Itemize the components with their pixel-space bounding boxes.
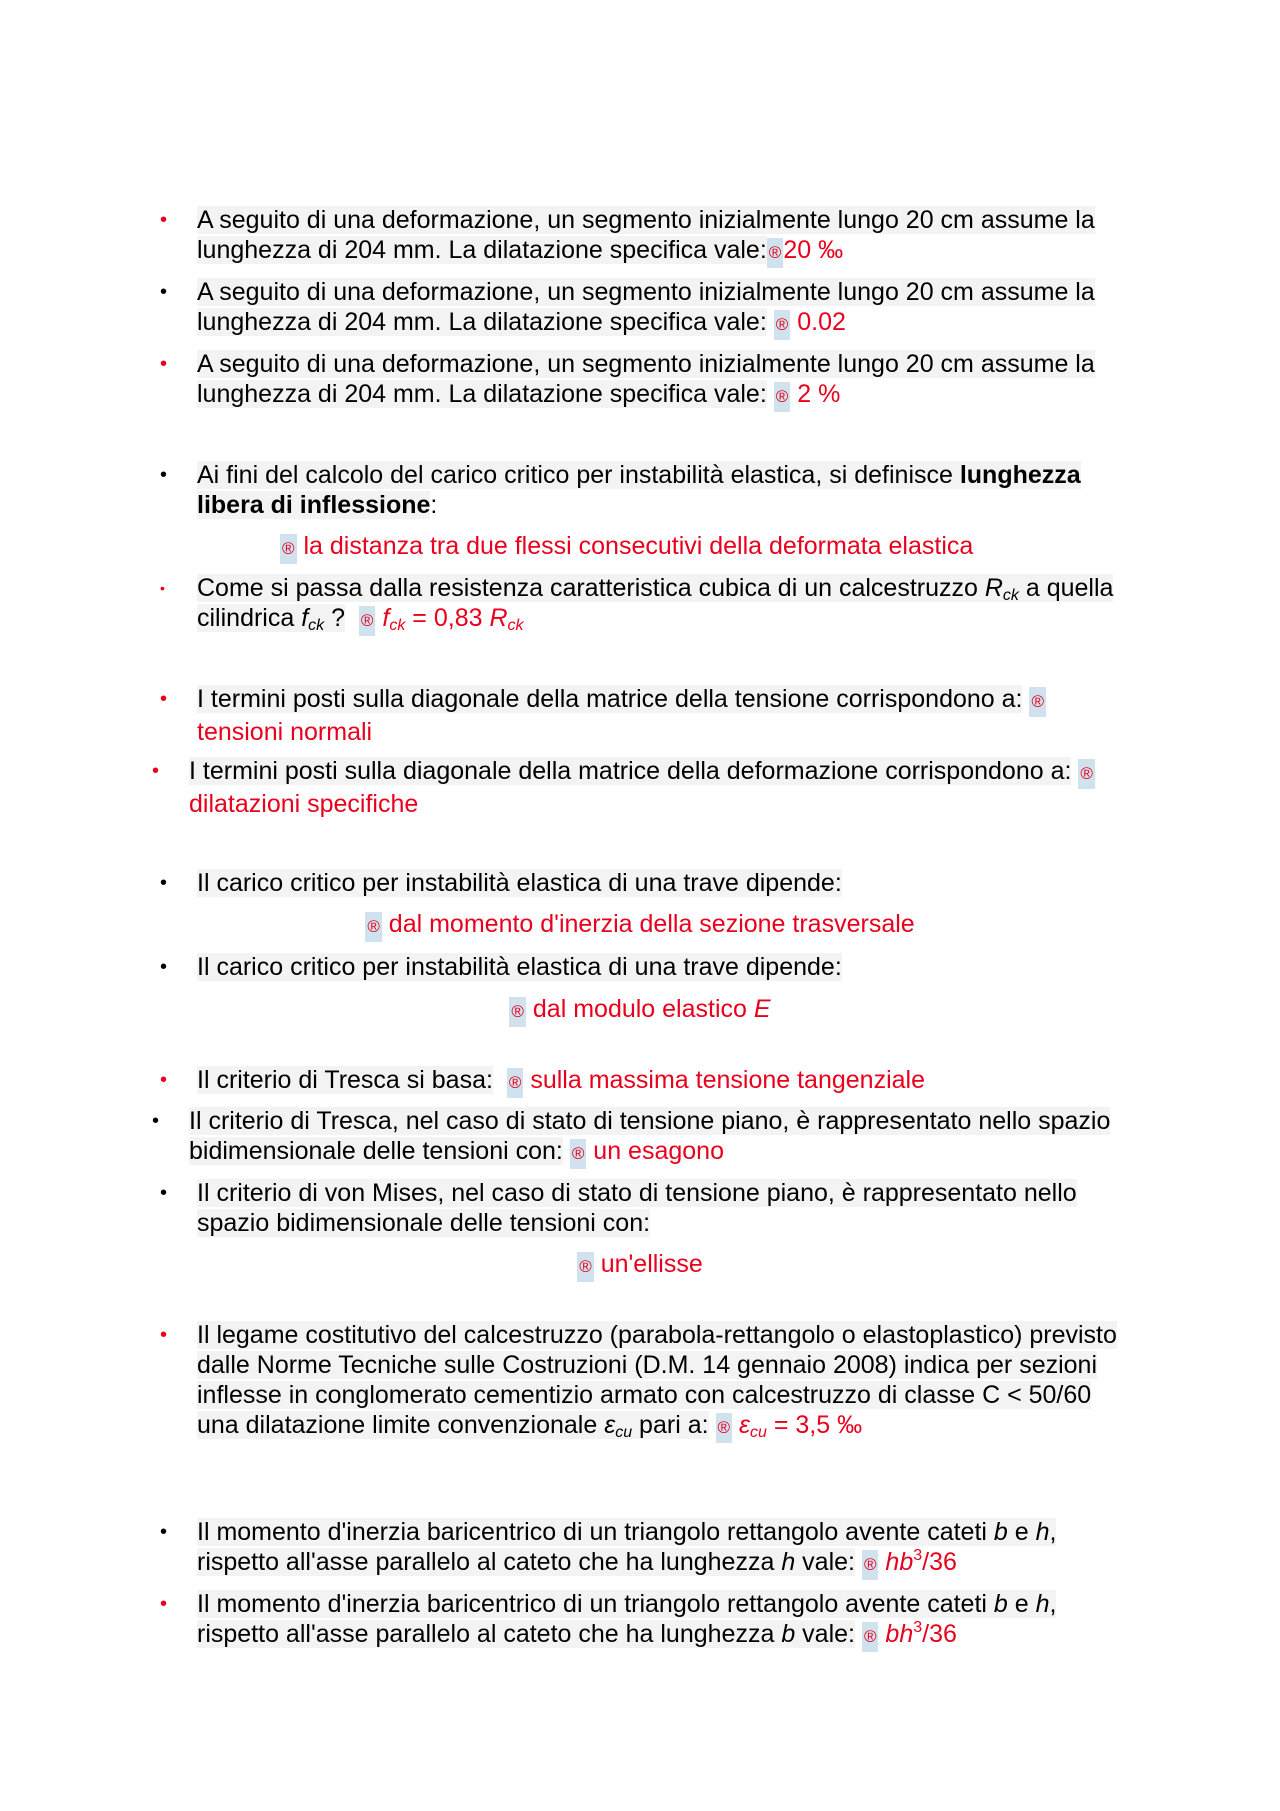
- bullet-3: •: [160, 353, 168, 375]
- question-12: Il criterio di von Mises, nel caso di stato di tensione piano, è rappresentato nello spazio bidimensionale delle tensioni con:: [197, 1179, 1077, 1237]
- question-8: Il carico critico per instabilità elastica di una trave dipende:: [197, 869, 842, 897]
- reg-icon: ®: [577, 1252, 594, 1282]
- answer-1: 20 ‰: [783, 236, 844, 264]
- answer-14: $hb^3/36$: [885, 1547, 957, 1576]
- question-10: Il criterio di Tresca si basa: ® sulla massima tensione tangenziale: [197, 1065, 925, 1098]
- reg-icon: ®: [862, 1550, 879, 1580]
- bullet-10: •: [160, 1069, 168, 1091]
- reg-icon: ®: [774, 382, 791, 412]
- bullet-6: •: [160, 688, 168, 710]
- question-9: Il carico critico per instabilità elastica di una trave dipende:: [197, 953, 842, 981]
- question-6: I termini posti sulla diagonale della matrice della tensione corrispondono a: ® tensioni normali: [197, 685, 1044, 746]
- reg-icon: ®: [1078, 759, 1095, 789]
- reg-icon: ®: [716, 1413, 733, 1443]
- bullet-13: •: [160, 1324, 168, 1346]
- reg-icon: ®: [862, 1622, 879, 1652]
- question-3: A seguito di una deformazione, un segmento inizialmente lungo 20 cm assume la lunghezza di 204 mm. La dilatazione specifica vale: ® 2 %: [197, 349, 1095, 412]
- question-15: Il momento d'inerzia baricentrico di un triangolo rettangolo avente cateti b e h, rispetto all'asse parallelo al cateto che ha lunghezza b vale: ® $bh^3/36$: [197, 1589, 1056, 1652]
- question-14: Il momento d'inerzia baricentrico di un triangolo rettangolo avente cateti b e h, rispetto all'asse parallelo al cateto che ha lunghezza h vale: ® $hb^3/36$: [197, 1517, 1056, 1580]
- reg-icon: ®: [774, 310, 791, 340]
- answer-11: un esagono: [593, 1137, 724, 1165]
- bullet-8: •: [160, 872, 168, 894]
- bullet-9: •: [160, 956, 168, 978]
- question-1: A seguito di una deformazione, un segmento inizialmente lungo 20 cm assume la lunghezza di 204 mm. La dilatazione specifica vale: ®20 ‰: [197, 205, 1095, 268]
- answer-7: dilatazioni specifiche: [189, 790, 419, 818]
- bullet-5: •: [160, 580, 165, 596]
- answer-8: ® dal momento d'inerzia della sezione trasversale: [0, 909, 1280, 942]
- question-4: Ai fini del calcolo del carico critico per instabilità elastica, si definisce lunghezza libera di inflessione:: [197, 461, 1081, 519]
- answer-5: $f_{ck} = 0,83$ $R_{ck}$: [382, 604, 524, 634]
- answer-3: 2 %: [797, 380, 841, 408]
- answer-15: $bh^3/36$: [885, 1619, 957, 1648]
- answer-9: ® dal modulo elastico E: [0, 994, 1280, 1027]
- reg-icon: ®: [1029, 687, 1046, 717]
- bullet-15: •: [160, 1593, 168, 1615]
- answer-12: ® un'ellisse: [0, 1249, 1280, 1282]
- reg-icon: ®: [507, 1068, 524, 1098]
- question-2: A seguito di una deformazione, un segmento inizialmente lungo 20 cm assume la lunghezza di 204 mm. La dilatazione specifica vale: ® 0.02: [197, 277, 1095, 340]
- question-7: I termini posti sulla diagonale della matrice della deformazione corrispondono a: ® dilatazioni specifiche: [189, 757, 1093, 818]
- reg-icon: ®: [365, 912, 382, 942]
- answer-13: $\varepsilon_{cu} = 3,5$ ‰: [738, 1411, 863, 1441]
- question-5: Come si passa dalla resistenza caratteristica cubica di un calcestruzzo $R_{ck}$ a quella cilindrica $f_{ck}$ ? ® $f_{ck} = 0,83$ $R_{ck}$: [197, 574, 1114, 634]
- reg-icon: ®: [509, 997, 526, 1027]
- bullet-12: •: [160, 1182, 168, 1204]
- bullet-1: •: [160, 209, 168, 231]
- reg-icon: ®: [767, 238, 784, 268]
- bullet-14: •: [160, 1521, 168, 1543]
- answer-6: tensioni normali: [197, 718, 373, 746]
- answer-10: sulla massima tensione tangenziale: [530, 1066, 925, 1094]
- question-11: Il criterio di Tresca, nel caso di stato di tensione piano, è rappresentato nello spazio bidimensionale delle tensioni con: ® un esagono: [189, 1106, 1110, 1169]
- bullet-11: •: [152, 1110, 160, 1132]
- reg-icon: ®: [280, 534, 297, 564]
- bullet-4: •: [160, 464, 168, 486]
- answer-4: ® la distanza tra due flessi consecutivi della deformata elastica: [280, 531, 973, 564]
- question-13: Il legame costitutivo del calcestruzzo (parabola-rettangolo o elastoplastico) previsto dalle Norme Tecniche sulle Costruzioni (D.M. 14 gennaio 2008) indica per sezioni inflesse in conglomerato cementizio armato con calcestruzzo di classe C < 50/60 una dilatazione limite convenzionale $\varepsilon_{cu}$ pari a: ® $\varepsilon_{cu} = 3,5$ ‰: [197, 1321, 1117, 1441]
- answer-2: 0.02: [797, 308, 846, 336]
- reg-icon: ®: [570, 1139, 587, 1169]
- bullet-2: •: [160, 281, 168, 303]
- bullet-7: •: [152, 760, 160, 782]
- reg-icon: ®: [359, 606, 376, 636]
